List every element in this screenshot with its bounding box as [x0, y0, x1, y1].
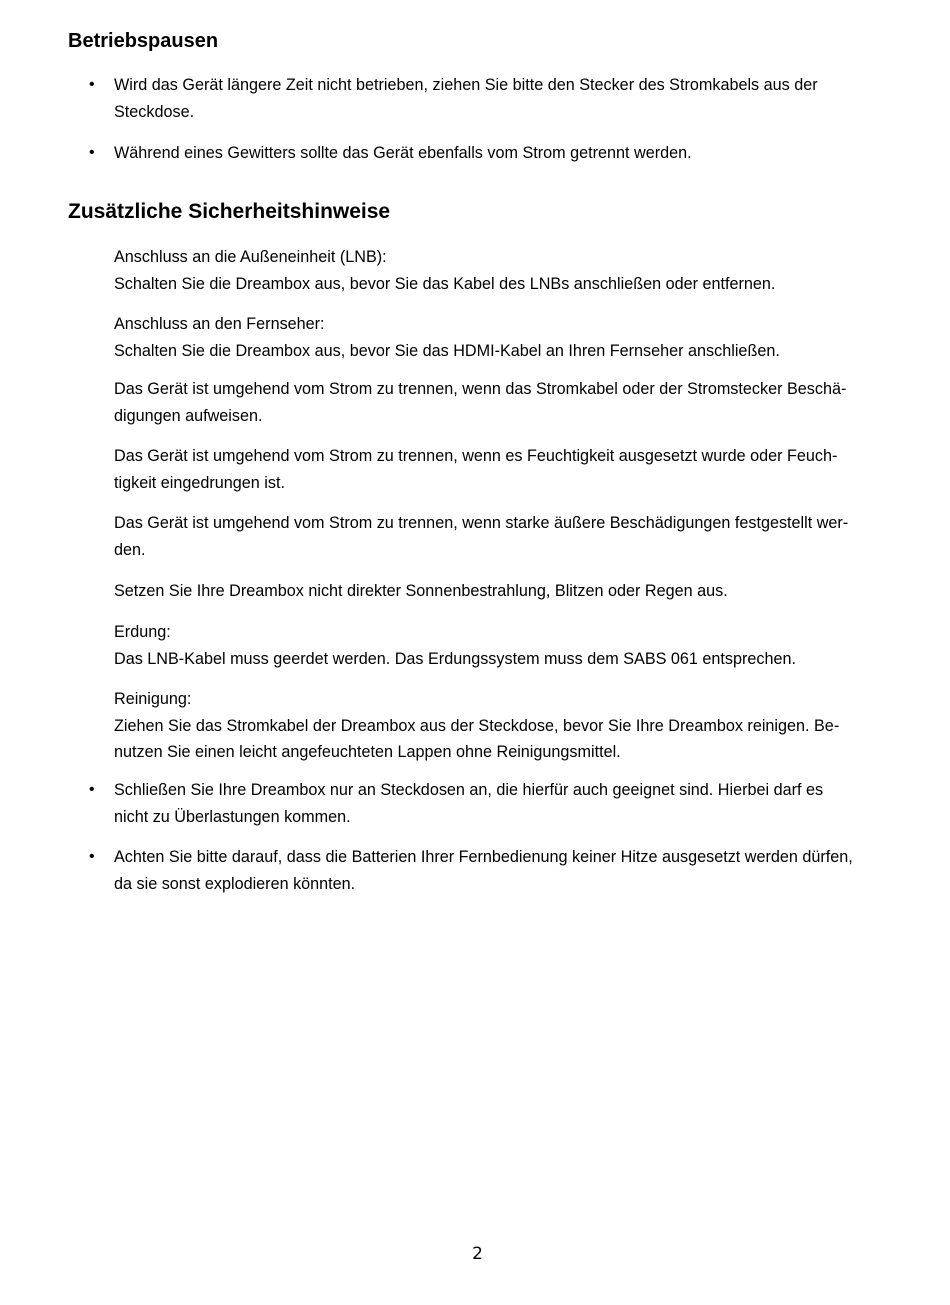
paragraph-tv-connection: Anschluss an den Fernseher: Schalten Sie die Dreambox aus, bevor Sie das HDMI-Kabel an Ihren Fernseher anschließen.	[114, 315, 780, 360]
bullet-item-thunderstorm: Während eines Gewitters sollte das Gerät ebenfalls vom Strom getrennt werden.	[114, 144, 692, 162]
paragraph-damaged-cable: Das Gerät ist umgehend vom Strom zu trennen, wenn das Stromkabel oder der Stromstecker Beschä- digungen aufweisen.	[114, 380, 847, 425]
paragraph-lnb-connection: Anschluss an die Außeneinheit (LNB): Schalten Sie die Dreambox aus, bevor Sie das Kabel des LNBs anschließen oder entfernen.	[114, 248, 776, 293]
section-heading-zusaetzliche-sicherheitshinweise: Zusätzliche Sicherheitshinweise	[68, 200, 391, 223]
paragraph-sun-rain: Setzen Sie Ihre Dreambox nicht direkter Sonnenbestrahlung, Blitzen oder Regen aus.	[114, 582, 728, 600]
paragraph-grounding: Erdung: Das LNB-Kabel muss geerdet werden. Das Erdungssystem muss dem SABS 061 entsprechen.	[114, 623, 797, 668]
bullet-item-unplug-long-time: Wird das Gerät längere Zeit nicht betrieben, ziehen Sie bitte den Stecker des Stromkabels aus der Steckdose.	[114, 76, 818, 121]
section-heading-betriebspausen: Betriebspausen	[68, 30, 219, 52]
page-number: 2	[472, 1244, 483, 1264]
bullet-item-suitable-sockets: Schließen Sie Ihre Dreambox nur an Steckdosen an, die hierfür auch geeignet sind. Hierbei darf es nicht zu Überlastungen kommen.	[114, 781, 824, 826]
paragraph-cleaning: Reinigung: Ziehen Sie das Stromkabel der Dreambox aus der Steckdose, bevor Sie Ihre Dreambox reinigen. Be- nutzen Sie einen leicht angefeuchteten Lappen ohne Reinigungsmittel.	[114, 690, 840, 761]
bullet-marker: •	[89, 144, 95, 161]
bullet-marker: •	[89, 848, 95, 865]
bullet-item-batteries-heat: Achten Sie bitte darauf, dass die Batterien Ihrer Fernbedienung keiner Hitze ausgesetzt werden dürfen, da sie sonst explodieren könnten.	[114, 848, 853, 893]
bullet-marker: •	[89, 76, 95, 93]
paragraph-external-damage: Das Gerät ist umgehend vom Strom zu trennen, wenn starke äußere Beschädigungen festgestellt wer- den.	[114, 514, 849, 559]
bullet-marker: •	[89, 781, 95, 798]
paragraph-moisture: Das Gerät ist umgehend vom Strom zu trennen, wenn es Feuchtigkeit ausgesetzt wurde oder Feuch- tigkeit eingedrungen ist.	[114, 447, 838, 492]
